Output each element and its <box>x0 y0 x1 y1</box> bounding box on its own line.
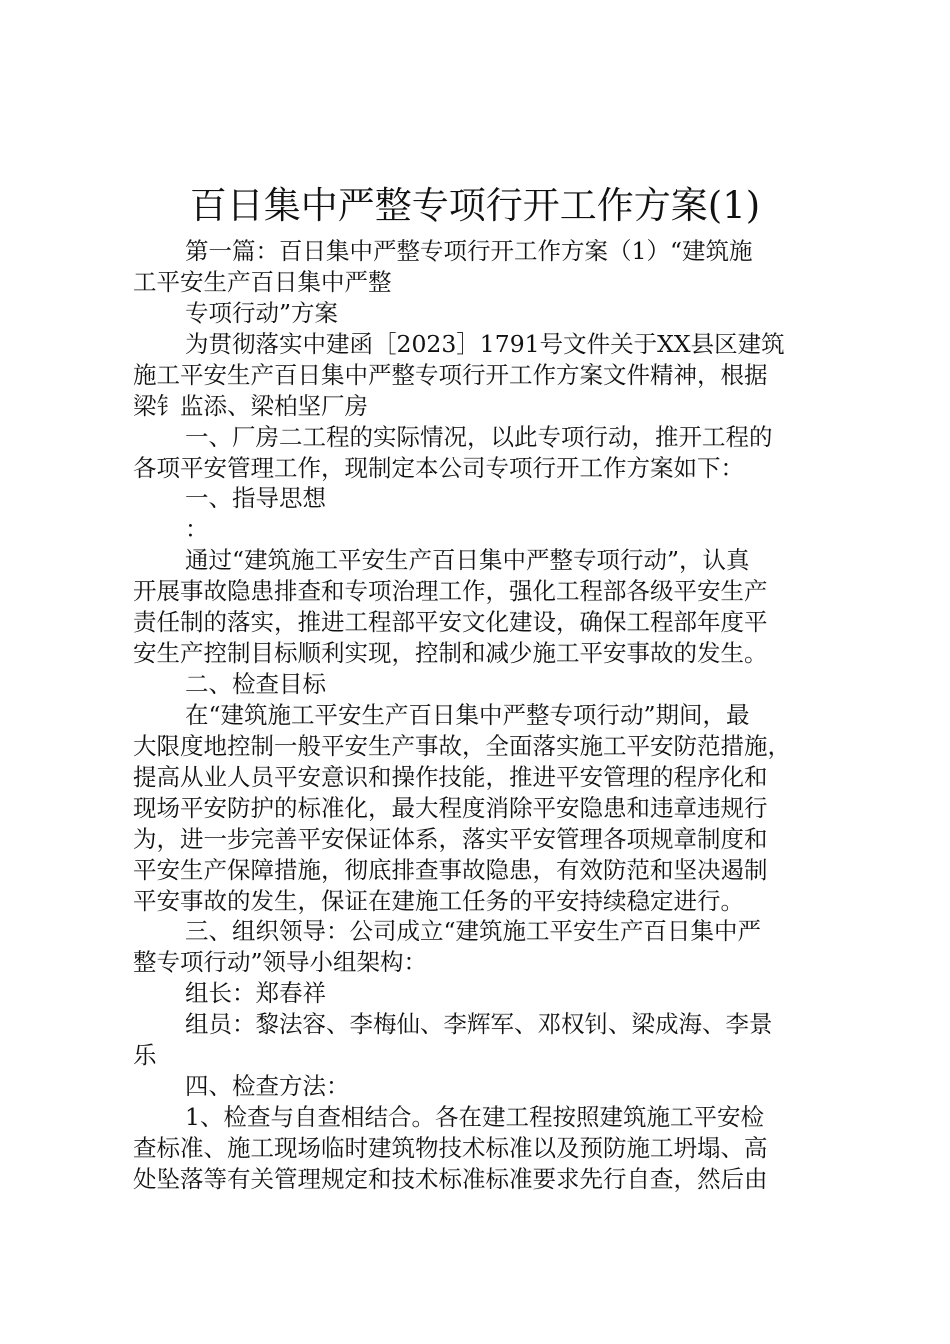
text-line: 组员：黎法容、李梅仙、李辉军、邓权钊、梁成海、李景 <box>185 1010 773 1038</box>
text-line: 通过“建筑施工平安生产百日集中严整专项行动”，认真 <box>185 546 750 574</box>
text-line: 第一篇：百日集中严整专项行开工作方案（1）“建筑施 <box>185 237 753 265</box>
text-line: 安生产控制目标顺利实现，控制和减少施工平安事故的发生。 <box>133 639 768 667</box>
text-line: 提高从业人员平安意识和操作技能，推进平安管理的程序化和 <box>133 763 768 791</box>
text-line: 在“建筑施工平安生产百日集中严整专项行动”期间，最 <box>185 701 750 729</box>
text-line: 1、检查与自查相结合。各在建工程按照建筑施工平安检 <box>185 1103 764 1131</box>
text-line: 处坠落等有关管理规定和技术标准标准要求先行自查，然后由 <box>133 1165 768 1193</box>
section-heading: 三、组织领导：公司成立“建筑施工平安生产百日集中严 <box>185 917 762 945</box>
section-heading: 一、指导思想 <box>185 484 326 512</box>
text-line: 组长：郑春祥 <box>185 979 326 1007</box>
section-heading: 四、检查方法： <box>185 1072 350 1100</box>
text-line: 工平安生产百日集中严整 <box>133 268 392 296</box>
text-line: 梁钅监添、梁柏坚厂房 <box>133 392 368 420</box>
text-line: 大限度地控制一般平安生产事故，全面落实施工平安防范措施， <box>133 732 791 760</box>
text-line: 施工平安生产百日集中严整专项行开工作方案文件精神，根据 <box>133 361 768 389</box>
text-line: 责任制的落实，推进工程部平安文化建设，确保工程部年度平 <box>133 608 768 636</box>
text-line: 为贯彻落实中建函［2023］1791号文件关于XX县区建筑 <box>185 330 785 358</box>
text-line: ： <box>185 515 209 543</box>
text-line: 各项平安管理工作，现制定本公司专项行开工作方案如下： <box>133 454 744 482</box>
text-line: 开展事故隐患排查和专项治理工作，强化工程部各级平安生产 <box>133 577 768 605</box>
text-line: 平安事故的发生，保证在建施工任务的平安持续稳定进行。 <box>133 887 744 915</box>
document-title: 百日集中严整专项行开工作方案(1) <box>189 184 761 227</box>
text-line: 为，进一步完善平安保证体系，落实平安管理各项规章制度和 <box>133 825 768 853</box>
text-line: 乐 <box>133 1041 157 1069</box>
section-heading: 二、检查目标 <box>185 670 326 698</box>
text-line: 整专项行动”领导小组架构： <box>133 948 428 976</box>
text-line: 平安生产保障措施，彻底排查事故隐患，有效防范和坚决遏制 <box>133 856 768 884</box>
text-line: 专项行动”方案 <box>185 299 339 327</box>
text-line: 一、厂房二工程的实际情况，以此专项行动，推开工程的 <box>185 423 773 451</box>
text-line: 现场平安防护的标准化，最大程度消除平安隐患和违章违规行 <box>133 794 768 822</box>
text-line: 查标准、施工现场临时建筑物技术标准以及预防施工坍塌、高 <box>133 1134 768 1162</box>
